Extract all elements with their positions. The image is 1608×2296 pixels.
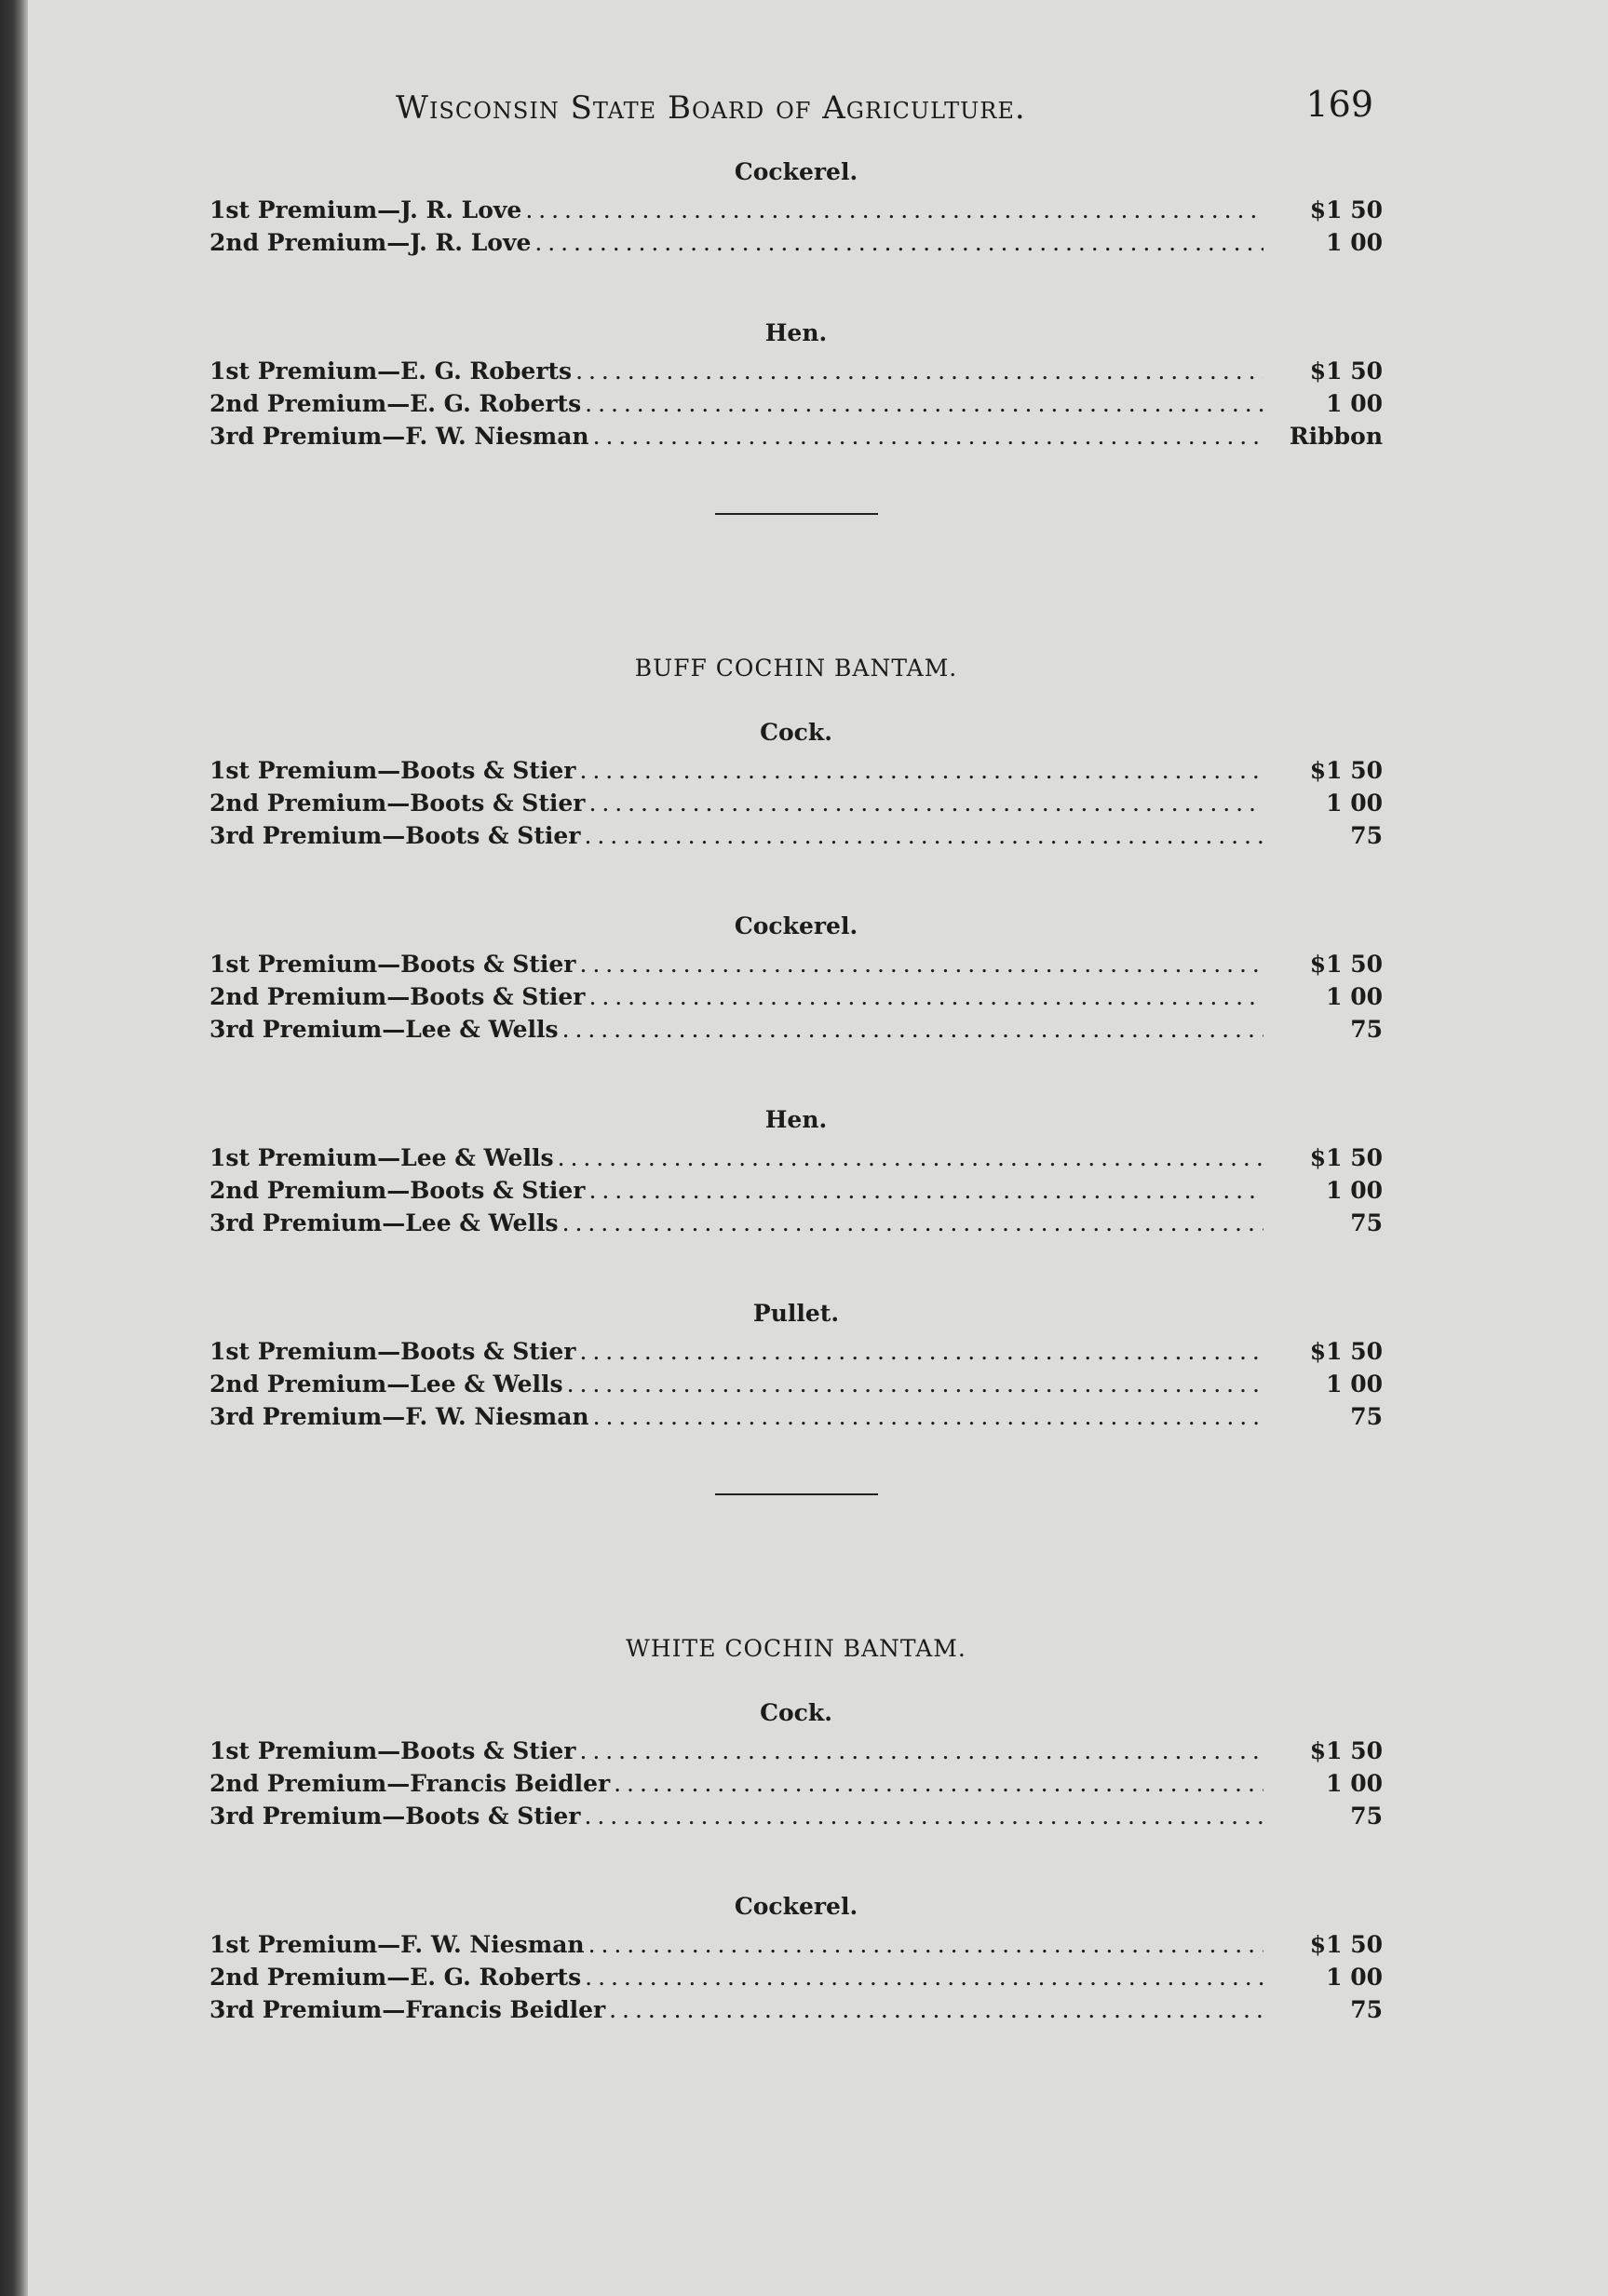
dot-leader bbox=[558, 1144, 1263, 1171]
premium-label: 1st Premium—F. W. Niesman bbox=[209, 1931, 585, 1958]
premium-row bbox=[209, 1996, 1383, 2029]
section-divider bbox=[715, 513, 878, 515]
premium-row bbox=[209, 790, 1383, 822]
premium-amount: 1 00 bbox=[1326, 1770, 1383, 1797]
premium-label: 1st Premium—Lee & Wells bbox=[209, 1144, 554, 1171]
premium-entries bbox=[209, 196, 1383, 262]
premium-entries bbox=[209, 1737, 1383, 1835]
dot-leader bbox=[562, 1209, 1263, 1236]
premium-row bbox=[209, 229, 1383, 262]
premium-row bbox=[209, 1144, 1383, 1177]
premium-row bbox=[209, 1177, 1383, 1209]
premium-amount: $1 50 bbox=[1309, 951, 1383, 978]
class-heading: Cockerel. bbox=[734, 158, 858, 185]
dot-leader bbox=[588, 1931, 1263, 1958]
premium-row bbox=[209, 951, 1383, 983]
page-number: 169 bbox=[1305, 84, 1373, 125]
dot-leader bbox=[575, 358, 1263, 385]
premium-row bbox=[209, 822, 1383, 855]
premium-row bbox=[209, 757, 1383, 790]
dot-leader bbox=[562, 1016, 1263, 1043]
dot-leader bbox=[614, 1770, 1263, 1797]
header-title: Wisconsin State Board of Agriculture. bbox=[396, 89, 1026, 127]
dot-leader bbox=[585, 1964, 1263, 1991]
premium-amount: 1 00 bbox=[1326, 390, 1383, 417]
premium-label: 1st Premium—Boots & Stier bbox=[209, 1338, 576, 1365]
premium-amount: 1 00 bbox=[1326, 1371, 1383, 1398]
class-heading: Hen. bbox=[764, 1106, 828, 1133]
class-heading: Hen. bbox=[764, 319, 828, 346]
dot-leader bbox=[588, 790, 1263, 817]
premium-row bbox=[209, 1931, 1383, 1964]
running-header bbox=[209, 84, 1383, 158]
class-heading: Cock. bbox=[760, 719, 832, 746]
premium-row bbox=[209, 423, 1383, 455]
premium-entries bbox=[209, 757, 1383, 855]
premium-row bbox=[209, 1770, 1383, 1803]
premium-label: 3rd Premium—Boots & Stier bbox=[209, 822, 581, 849]
premium-label: 2nd Premium—E. G. Roberts bbox=[209, 390, 582, 417]
class-heading: Cockerel. bbox=[734, 912, 858, 939]
dot-leader bbox=[534, 229, 1263, 256]
dot-leader bbox=[593, 423, 1263, 450]
premium-entries bbox=[209, 951, 1383, 1048]
premium-row bbox=[209, 1964, 1383, 1996]
premium-row bbox=[209, 358, 1383, 390]
premium-row bbox=[209, 196, 1383, 229]
premium-label: 2nd Premium—Francis Beidler bbox=[209, 1770, 611, 1797]
dot-leader bbox=[579, 1737, 1263, 1764]
dot-leader bbox=[567, 1371, 1263, 1398]
premium-label: 2nd Premium—Boots & Stier bbox=[209, 1177, 586, 1204]
premium-label: 2nd Premium—Boots & Stier bbox=[209, 983, 586, 1010]
dot-leader bbox=[609, 1996, 1263, 2023]
premium-row bbox=[209, 390, 1383, 423]
breed-section-title: WHITE COCHIN BANTAM. bbox=[626, 1635, 966, 1662]
premium-row bbox=[209, 1209, 1383, 1242]
premium-amount: 75 bbox=[1350, 1016, 1383, 1043]
premium-label: 1st Premium—J. R. Love bbox=[209, 196, 522, 223]
dot-leader bbox=[579, 951, 1263, 978]
dot-leader bbox=[584, 822, 1263, 849]
premium-label: 3rd Premium—F. W. Niesman bbox=[209, 423, 589, 450]
dot-leader bbox=[588, 1177, 1263, 1204]
premium-list bbox=[209, 158, 1383, 2029]
premium-amount: Ribbon bbox=[1289, 423, 1383, 450]
premium-label: 2nd Premium—J. R. Love bbox=[209, 229, 532, 256]
book-spine-shadow bbox=[0, 0, 28, 2296]
premium-amount: 1 00 bbox=[1326, 983, 1383, 1010]
premium-amount: $1 50 bbox=[1309, 1931, 1383, 1958]
premium-label: 1st Premium—Boots & Stier bbox=[209, 1737, 576, 1764]
premium-label: 3rd Premium—Lee & Wells bbox=[209, 1209, 559, 1236]
premium-entries bbox=[209, 1144, 1383, 1242]
premium-label: 1st Premium—Boots & Stier bbox=[209, 757, 576, 784]
premium-label: 2nd Premium—Boots & Stier bbox=[209, 790, 586, 817]
premium-amount: 1 00 bbox=[1326, 229, 1383, 256]
premium-amount: 75 bbox=[1350, 1803, 1383, 1830]
premium-amount: 75 bbox=[1350, 822, 1383, 849]
premium-row bbox=[209, 1403, 1383, 1436]
premium-row bbox=[209, 1338, 1383, 1371]
premium-label: 3rd Premium—Francis Beidler bbox=[209, 1996, 606, 2023]
class-heading: Cock. bbox=[760, 1699, 832, 1726]
premium-entries bbox=[209, 1931, 1383, 2029]
premium-amount: 75 bbox=[1350, 1403, 1383, 1430]
dot-leader bbox=[579, 1338, 1263, 1365]
class-heading: Pullet. bbox=[752, 1300, 840, 1327]
document-page bbox=[209, 84, 1383, 2087]
premium-label: 1st Premium—E. G. Roberts bbox=[209, 358, 573, 385]
premium-label: 2nd Premium—Lee & Wells bbox=[209, 1371, 563, 1398]
premium-label: 2nd Premium—E. G. Roberts bbox=[209, 1964, 582, 1991]
premium-amount: $1 50 bbox=[1309, 1737, 1383, 1764]
premium-amount: $1 50 bbox=[1309, 358, 1383, 385]
premium-label: 3rd Premium—Lee & Wells bbox=[209, 1016, 559, 1043]
dot-leader bbox=[525, 196, 1263, 223]
class-heading: Cockerel. bbox=[734, 1893, 858, 1920]
premium-label: 3rd Premium—Boots & Stier bbox=[209, 1803, 581, 1830]
premium-entries bbox=[209, 1338, 1383, 1436]
section-divider bbox=[715, 1493, 878, 1495]
premium-amount: 75 bbox=[1350, 1209, 1383, 1236]
dot-leader bbox=[593, 1403, 1263, 1430]
breed-section-title: BUFF COCHIN BANTAM. bbox=[634, 655, 958, 682]
dot-leader bbox=[579, 757, 1263, 784]
premium-label: 1st Premium—Boots & Stier bbox=[209, 951, 576, 978]
premium-amount: 1 00 bbox=[1326, 790, 1383, 817]
premium-amount: $1 50 bbox=[1309, 757, 1383, 784]
premium-row bbox=[209, 1371, 1383, 1403]
premium-amount: 1 00 bbox=[1326, 1177, 1383, 1204]
premium-row bbox=[209, 1737, 1383, 1770]
premium-amount: $1 50 bbox=[1309, 196, 1383, 223]
premium-label: 3rd Premium—F. W. Niesman bbox=[209, 1403, 589, 1430]
premium-amount: $1 50 bbox=[1309, 1144, 1383, 1171]
premium-row bbox=[209, 983, 1383, 1016]
premium-entries bbox=[209, 358, 1383, 455]
premium-row bbox=[209, 1016, 1383, 1048]
premium-row bbox=[209, 1803, 1383, 1835]
dot-leader bbox=[585, 390, 1263, 417]
dot-leader bbox=[588, 983, 1263, 1010]
premium-amount: 1 00 bbox=[1326, 1964, 1383, 1991]
dot-leader bbox=[584, 1803, 1263, 1830]
premium-amount: $1 50 bbox=[1309, 1338, 1383, 1365]
premium-amount: 75 bbox=[1350, 1996, 1383, 2023]
